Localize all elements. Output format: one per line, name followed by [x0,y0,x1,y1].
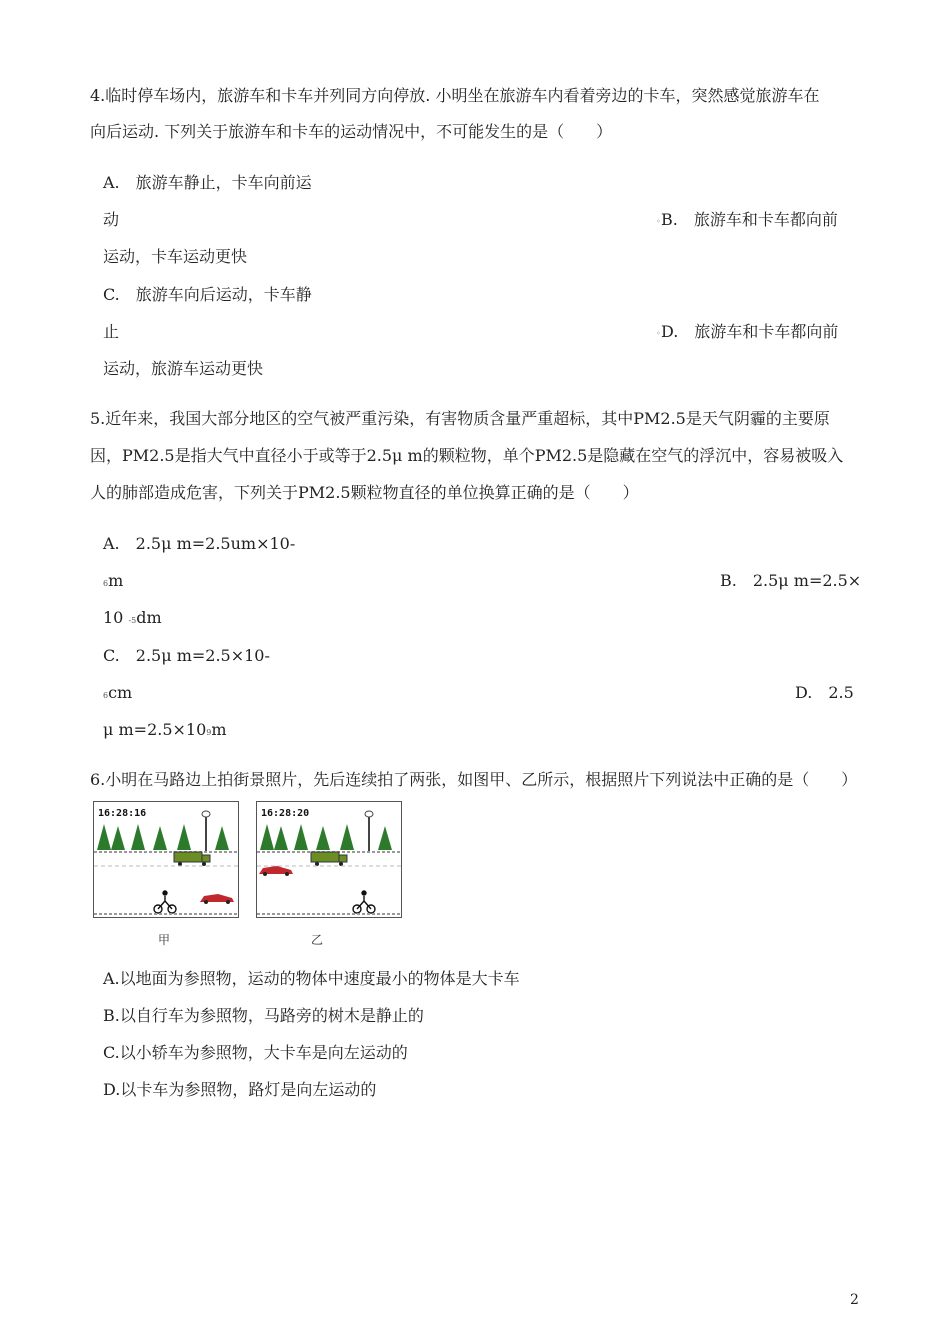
q5-stem-line3: 人的肺部造成危害，下列关于PM2.5颗粒物直径的单位换算正确的是（ ） [90,483,639,502]
q5-option-b-line2 [103,608,162,631]
q5-option-c-exponent: 6 [103,691,109,700]
q5-option-c-unit: cm [108,683,133,702]
q5-option-d-exponent: 9 [206,728,212,737]
q4-option-b-marker: ◦ [656,217,661,226]
q6-option-d: D.以卡车为参照物，路灯是向左运动的 [103,1080,377,1099]
red-car-icon [259,866,293,876]
q5-option-b-base: 10 [103,608,124,627]
street-lamp-icon [365,811,373,852]
q4-option-d-marker: ◦ [656,329,661,338]
street-photo-jia [93,801,239,918]
red-car-icon [200,894,234,904]
q5-option-c-line1: C. 2.5μ m=2.5×10- [103,646,270,665]
caption-yi: 乙 [311,933,324,947]
q5-option-d-line1: D. 2.5 [795,683,854,702]
q5-option-c-line2 [103,683,132,706]
q5-option-d-base: μ m=2.5×10 [103,720,207,739]
q5-stem-line2: 因，PM2.5是指大气中直径小于或等于2.5μ m的颗粒物，单个PM2.5是隐藏在空气的浮沉中，容易被吸入 [90,446,844,465]
q6-option-b: B.以自行车为参照物，马路旁的树木是静止的 [103,1006,424,1025]
q4-option-c-line1: C. 旅游车向后运动，卡车静 [103,285,312,304]
q6-option-c: C.以小轿车为参照物，大卡车是向左运动的 [103,1043,408,1062]
q6-stem: 6.小明在马路边上拍街景照片，先后连续拍了两张，如图甲、乙所示，根据照片下列说法中正确的是（ ） [90,770,858,789]
q5-option-a-line2 [103,571,123,594]
q5-option-a-exponent: 6 [103,579,109,588]
q4-option-d-line2: 运动，旅游车运动更快 [103,359,264,378]
street-lamp-icon [202,811,210,852]
q4-option-d-line1: D. 旅游车和卡车都向前 [661,322,839,341]
q6-option-a: A.以地面为参照物，运动的物体中速度最小的物体是大卡车 [103,969,520,988]
q4-stem-line2: 向后运动. 下列关于旅游车和卡车的运动情况中，不可能发生的是（ ） [90,122,613,141]
q5-option-d-line2 [103,720,227,743]
q5-stem-line1: 5.近年来，我国大部分地区的空气被严重污染，有害物质含量严重超标，其中PM2.5是天气阴霾的主要原 [90,409,830,428]
q4-option-a-line2: 动 [103,210,120,229]
page-number: 2 [850,1292,859,1308]
truck-icon [311,852,347,866]
q4-option-b-line2: 运动，卡车运动更快 [103,247,248,266]
street-scene-jia [94,802,238,917]
tree-icon [260,824,392,850]
street-scene-yi [257,802,401,917]
q4-option-a-line1: A. 旅游车静止，卡车向前运 [103,173,312,192]
tree-icon [97,824,229,850]
q4-option-c-line2: 止 [103,322,120,341]
street-photo-yi [256,801,402,918]
bicycle-icon [154,891,176,913]
timestamp-yi: 16:28:20 [261,808,310,819]
q5-option-a-unit: m [108,571,124,590]
q4-stem-line1: 4.临时停车场内，旅游车和卡车并列同方向停放. 小明坐在旅游车内看着旁边的卡车，突然感觉旅游车在 [90,86,820,105]
q5-option-b-exponent: -5 [128,616,137,625]
q4-option-b-line1: B. 旅游车和卡车都向前 [661,210,838,229]
bicycle-icon [353,891,375,913]
caption-jia: 甲 [158,933,171,947]
q5-option-d-unit: m [211,720,227,739]
truck-icon [174,852,210,866]
q5-option-b-unit: dm [136,608,162,627]
q5-option-b-line1: B. 2.5μ m=2.5× [720,571,862,590]
q5-option-a-line1: A. 2.5μ m=2.5um×10- [103,534,296,553]
timestamp-jia: 16:28:16 [98,808,147,819]
